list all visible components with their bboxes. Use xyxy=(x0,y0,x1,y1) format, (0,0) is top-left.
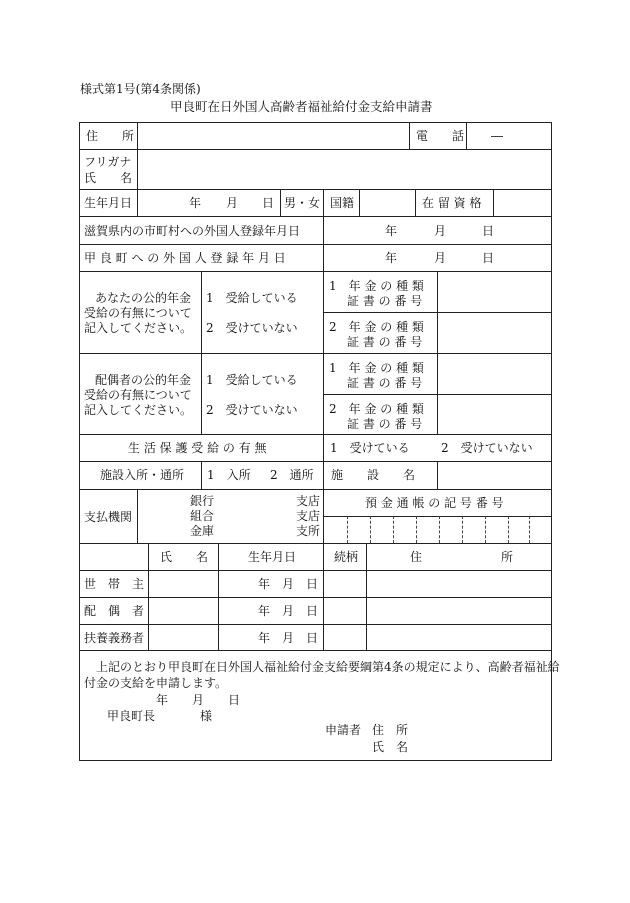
spouse-cert2-number-label: 証 書 の 番 号 xyxy=(347,417,423,431)
spouse-cert1-type-label: 1 年 金 の 種 類 xyxy=(329,361,424,375)
declaration-line-1: 上記のとおり甲良町在日外国人福祉給付金支給要綱第4条の規定により、高齢者福祉給 xyxy=(96,660,560,674)
birth-month-label: 月 xyxy=(226,196,239,210)
shiga-year-label: 年 xyxy=(385,224,398,238)
self-cert1-type-label: 1 年 金 の 種 類 xyxy=(329,279,424,293)
furigana-label: フリガナ xyxy=(84,155,132,169)
sex-selector[interactable]: 男・女 xyxy=(284,196,321,210)
self-pension-question-line2: 受給の有無について xyxy=(84,306,192,320)
phone-label: 電 話 xyxy=(416,129,465,143)
nationality-field[interactable] xyxy=(361,192,413,214)
birthdate-label: 生年月日 xyxy=(84,196,133,210)
residence-status-field[interactable] xyxy=(495,192,550,214)
household-name-header: 氏 名 xyxy=(160,550,209,564)
address-label: 住 所 xyxy=(86,129,135,143)
welfare-label: 生 活 保 護 受 給 の 有 無 xyxy=(128,441,267,455)
welfare-option-receiving[interactable]: 1 受けている xyxy=(330,441,410,455)
account-number-label: 預 金 通 帳 の 記 号 番 号 xyxy=(365,496,504,510)
address-field[interactable] xyxy=(140,125,406,147)
household-relation-header: 続柄 xyxy=(334,550,359,564)
self-pension-question-line3: 記入してください。 xyxy=(84,321,193,335)
household-head-date: 年 月 日 xyxy=(258,577,319,591)
bank-name-field[interactable] xyxy=(140,491,184,541)
honorific-label: 様 xyxy=(200,709,213,723)
self-cert2-field[interactable] xyxy=(439,315,550,351)
spouse-pension-question-line3: 記入してください。 xyxy=(84,403,193,417)
self-pension-option-not-receiving[interactable]: 2 受けていない xyxy=(206,321,298,335)
shiga-registration-label: 滋賀県内の市町村への外国人登録年月日 xyxy=(84,224,301,238)
declaration-date: 年 月 日 xyxy=(156,693,241,707)
birth-year-label: 年 xyxy=(189,196,202,210)
facility-option-commute[interactable]: 2 通所 xyxy=(270,468,314,482)
facility-name-label: 施 設 名 xyxy=(331,468,416,482)
kora-year-label: 年 xyxy=(385,251,398,265)
self-pension-option-receiving[interactable]: 1 受給している xyxy=(206,291,298,305)
spouse-cert2-field[interactable] xyxy=(439,397,550,432)
nationality-label: 国籍 xyxy=(330,196,355,210)
name-label: 氏 名 xyxy=(84,171,133,185)
household-address-header-1: 住 xyxy=(410,550,423,564)
self-cert1-number-label: 証 書 の 番 号 xyxy=(347,294,423,308)
branch-label-1: 支店 xyxy=(296,494,321,508)
spouse-pension-question-line2: 受給の有無について xyxy=(84,388,192,402)
self-pension-question-line1: あなたの公的年金 xyxy=(95,291,192,305)
branch-label-2: 支店 xyxy=(296,509,321,523)
bank-type-union: 組合 xyxy=(190,509,215,523)
spouse-pension-question-line1: 配偶者の公的年金 xyxy=(95,373,192,387)
household-address-header-2: 所 xyxy=(501,550,514,564)
kora-day-label: 日 xyxy=(482,251,495,265)
birth-day-label: 日 xyxy=(262,196,275,210)
spouse-cert1-field[interactable] xyxy=(439,356,550,392)
applicant-address-label: 住 所 xyxy=(372,723,409,737)
account-number-field[interactable] xyxy=(325,518,550,541)
self-cert2-number-label: 証 書 の 番 号 xyxy=(347,335,423,349)
shiga-month-label: 月 xyxy=(434,224,447,238)
spouse-pension-option-not-receiving[interactable]: 2 受けていない xyxy=(206,403,298,417)
household-head-label: 世 帯 主 xyxy=(84,577,145,591)
household-birth-header: 生年月日 xyxy=(248,550,297,564)
applicant-name-label: 氏 名 xyxy=(372,740,409,754)
declaration-line-2: 付金の支給を申請します。 xyxy=(84,676,228,690)
household-supporter-label: 扶養義務者 xyxy=(84,631,145,645)
name-field[interactable] xyxy=(140,152,550,187)
spouse-cert2-type-label: 2 年 金 の 種 類 xyxy=(329,402,424,416)
applicant-label: 申請者 xyxy=(325,723,362,737)
branch-label-3: 支所 xyxy=(296,524,321,538)
facility-name-field[interactable] xyxy=(439,463,550,487)
facility-option-admission[interactable]: 1 入所 xyxy=(207,468,251,482)
addressee-label: 甲良町長 xyxy=(107,709,156,723)
welfare-option-not-receiving[interactable]: 2 受けていない xyxy=(441,441,533,455)
spouse-cert1-number-label: 証 書 の 番 号 xyxy=(347,376,423,390)
kora-registration-label: 甲 良 町 へ の 外 国 人 登 録 年 月 日 xyxy=(84,251,286,265)
residence-status-label: 在 留 資 格 xyxy=(422,196,482,210)
self-cert1-field[interactable] xyxy=(439,274,550,310)
household-spouse-label: 配 偶 者 xyxy=(84,604,145,618)
bank-type-vault: 金庫 xyxy=(190,524,215,538)
facility-label: 施設入所・通所 xyxy=(100,468,185,482)
phone-field[interactable] xyxy=(468,125,550,147)
self-cert2-type-label: 2 年 金 の 種 類 xyxy=(329,320,424,334)
phone-dash: ― xyxy=(491,129,503,143)
kora-month-label: 月 xyxy=(434,251,447,265)
shiga-day-label: 日 xyxy=(482,224,495,238)
spouse-pension-option-receiving[interactable]: 1 受給している xyxy=(206,373,298,387)
household-spouse-date: 年 月 日 xyxy=(258,604,319,618)
bank-label: 支払機関 xyxy=(84,510,133,524)
branch-name-field[interactable] xyxy=(218,491,290,541)
household-supporter-date: 年 月 日 xyxy=(258,631,319,645)
form-number: 様式第1号(第4条関係) xyxy=(80,82,201,96)
form-title: 甲良町在日外国人高齢者福祉給付金支給申請書 xyxy=(170,99,433,114)
bank-type-bank: 銀行 xyxy=(190,494,215,508)
